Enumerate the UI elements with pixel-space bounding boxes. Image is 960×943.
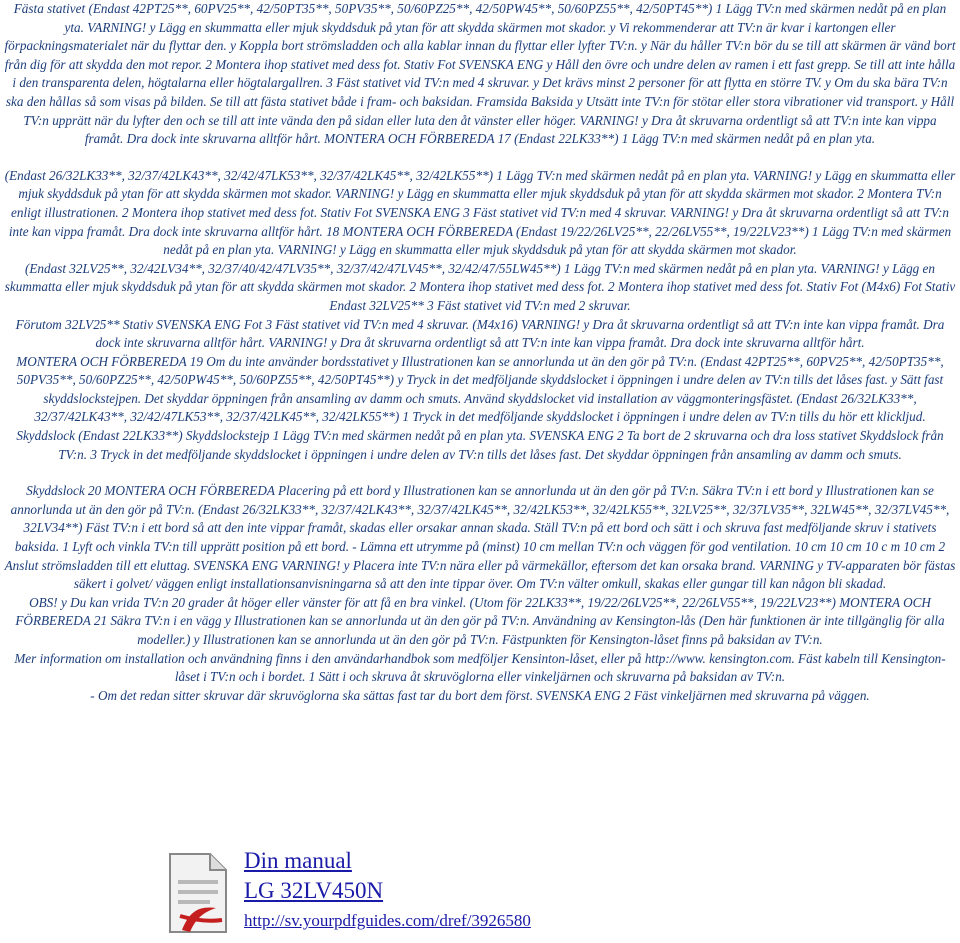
footer-links (244, 846, 531, 934)
paragraph-2: (Endast 26/32LK33**, 32/37/42LK43**, 32/42/47LK53**, 32/37/42LK45**, 32/42LK55**) 1 Lägg TV:n med skärmen nedåt på en plan yta. VARNING! y Lägg en skummatta eller mjuk skyddsduk på ytan för att skydda skärmen mot skador. VARNING! y Lägg en skummatta eller mjuk skyddsduk på ytan för att skydda skärmen mot skador. 2 Montera TV:n enligt illustrationen. 2 Montera ihop stativet med dess fot. Stativ Fot SVENSKA ENG 3 Fäst stativet vid TV:n med 4 skruvar. VARNING! y Dra åt skruvarna ordentligt så att TV:n inte kan vippa framåt. Dra dock inte skruvarna alltför hårt. 18 MONTERA OCH FÖRBEREDA (Endast 19/22/26LV25**, 22/26LV55**, 19/22LV23**) 1 Lägg TV:n med skärmen nedåt på en plan yta. VARNING! y Lägg en skummatta eller mjuk skyddsduk på ytan för att skydda skärmen mot skador. (4, 167, 956, 258)
pdf-document-icon (160, 850, 236, 936)
paragraph-9: - Om det redan sitter skruvar där skruvöglorna ska sättas fast tar du bort dem först. SVENSKA ENG 2 Fäst vinkeljärnen med skruvarna på väggen. (90, 687, 870, 703)
manual-title-link[interactable]: Din manual (244, 848, 352, 873)
paragraph-1: Fästa stativet (Endast 42PT25**, 60PV25**, 42/50PT35**, 50PV35**, 50/60PZ25**, 42/50PW45**, 50/60PZ55**, 42/50PT45**) 1 Lägg TV:n med skärmen nedåt på en plan yta. VARNING! y Lägg en skummatta eller mjuk skyddsduk på ytan för att skydda skärmen mot skador. y Vi rekommenderar att TV:n är kvar i kartongen eller förpackningsmaterialet när du flyttar den. y Koppla bort strömsladden och alla kablar innan du flyttar eller lyfter TV:n. y När du håller TV:n bör du se till att skärmen är vänd bort från dig för att skydda den mot repor. 2 Montera ihop stativet med dess fot. Stativ Fot SVENSKA ENG y Håll den övre och undre delen av ramen i ett fast grepp. Se till att inte hålla i den transparenta delen, högtalarna eller högtalargallren. 3 Fäst stativet vid TV:n med 4 skruvar. y Det krävs minst 2 personer för att flytta en större TV. y Om du ska bära TV:n ska den hållas så som visas på bilden. Se till att fästa stativet både i fram- och baksidan. Framsida Baksida y Utsätt inte TV:n för stötar eller stora vibrationer vid transport. y Håll TV:n upprätt när du lyfter den och se till att inte vända den på sidan eller luta den åt vänster eller höger. VARNING! y Dra åt skruvarna ordentligt så att TV:n inte kan vippa framåt. Dra dock inte skruvarna alltför hårt. MONTERA OCH FÖRBEREDA 17 (Endast 22LK33**) 1 Lägg TV:n med skärmen nedåt på en plan yta. (4, 1, 956, 147)
manual-url-link[interactable]: http://sv.yourpdfguides.com/dref/3926580 (244, 911, 531, 930)
paragraph-gap (0, 149, 960, 167)
product-name-link[interactable]: LG 32LV450N (244, 878, 384, 903)
paragraph-3: (Endast 32LV25**, 32/42LV34**, 32/37/40/42/47LV35**, 32/37/42/47LV45**, 32/42/47/55LW45**) 1 Lägg TV:n med skärmen nedåt på en plan yta. VARNING! y Lägg en skummatta eller mjuk skyddsduk på ytan för att skydda skärmen mot skador. 2 Montera ihop stativet med dess fot. 2 Montera ihop stativet med dess fot. Stativ Fot (M4x6) Fot Stativ Endast 32LV25** 3 Fäst stativet vid TV:n med 2 skruvar. (4, 260, 956, 313)
paragraph-8: Mer information om installation och användning finns i den användarhandbok som medföljer Kensinton-låset, eller på http://www. kensington.com. Fäst kabeln till Kensington-låset i TV:n och i bordet. 1 Sätt i och skruva åt skruvöglorna eller vinkeljärnen och skruvarna på baksidan av TV:n. (14, 650, 946, 685)
paragraph-6: Skyddslock 20 MONTERA OCH FÖRBEREDA Placering på ett bord y Illustrationen kan se annorlunda ut än den gör på TV:n. Säkra TV:n i ett bord y Illustrationen kan se annorlunda ut än den gör på TV:n. (Endast 26/32LK33**, 32/37/42LK43**, 32/37/42LK45**, 32/42LK53**, 32/42LK55**, 32LV25**, 32/37LV35**, 32LW45**, 32/37LV45**, 32LV34**) Fäst TV:n i ett bord så att den inte vippar framåt, skadas eller orsakar annan skada. Ställ TV:n på ett bord och sätt i och skruva fast medföljande skruv i stativets baksida. 1 Lyft och vinkla TV:n till upprätt position på ett bord. - Lämna ett utrymme på (minst) 10 cm mellan TV:n och väggen för god ventilation. 10 cm 10 cm 10 c m 10 cm 2 Anslut strömsladden till ett eluttag. SVENSKA ENG VARNING! y Placera inte TV:n nära eller på värmekällor, eftersom det kan orsaka brand. VARNING y TV-apparaten bör fästas säkert i golvet/ väggen enligt installationsanvisningarna så att den inte tippar över. Om TV:n välter omkull, skakas eller gungar till kan någon bli skadad. (4, 483, 956, 592)
paragraph-4: Förutom 32LV25** Stativ SVENSKA ENG Fot 3 Fäst stativet vid TV:n med 4 skruvar. (M4x16) VARNING! y Dra åt skruvarna ordentligt så att TV:n inte kan vippa framåt. Dra dock inte skruvarna alltför hårt. VARNING! y Dra åt skruvarna ordentligt så att TV:n inte kan vippa framåt. Dra dock inte skruvarna alltför hårt. (15, 316, 945, 351)
paragraph-gap (0, 464, 960, 482)
paragraph-7: OBS! y Du kan vrida TV:n 20 grader åt höger eller vänster för att få en bra vinkel. (Utom för 22LK33**, 19/22/26LV25**, 22/26LV55**, 19/22LV23**) MONTERA OCH FÖRBEREDA 21 Säkra TV:n i en vägg y Illustrationen kan se annorlunda ut än den gör på TV:n. Användning av Kensington-lås (Den här funktionen är inte tillgänglig för alla modeller.) y Illustrationen kan se annorlunda ut än den gör på TV:n. Fästpunkten för Kensington-låset finns på baksidan av TV:n. (15, 594, 945, 647)
footer (160, 846, 960, 943)
paragraph-5: MONTERA OCH FÖRBEREDA 19 Om du inte använder bordsstativet y Illustrationen kan se annorlunda ut än den gör på TV:n. (Endast 42PT25**, 60PV25**, 42/50PT35**, 50PV35**, 50/60PZ25**, 42/50PW45**, 50/60PZ55**, 42/50PT45**) y Tryck in det medföljande skyddslocket i öppningen i undre delen av TV:n tills det låses fast. y Sätt fast skyddslockstejpen. Det skyddar öppningen från ansamling av damm och smuts. Använd skyddslocket vid installation av väggmonteringsfästet. (Endast 26/32LK33**, 32/37/42LK43**, 32/42/47LK53**, 32/37/42LK45**, 32/42LK55**) 1 Tryck in det medföljande skyddslocket i öppningen i undre delen av TV:n tills du hör ett klickljud. Skyddslock (Endast 22LK33**) Skyddslockstejp 1 Lägg TV:n med skärmen nedåt på en plan yta. SVENSKA ENG 2 Ta bort de 2 skruvarna och dra loss stativet Skyddslock från TV:n. 3 Tryck in det medföljande skyddslocket i öppningen i undre delen av TV:n tills det låses fast. Det skyddar öppningen från ansamling av damm och smuts. (16, 353, 944, 462)
